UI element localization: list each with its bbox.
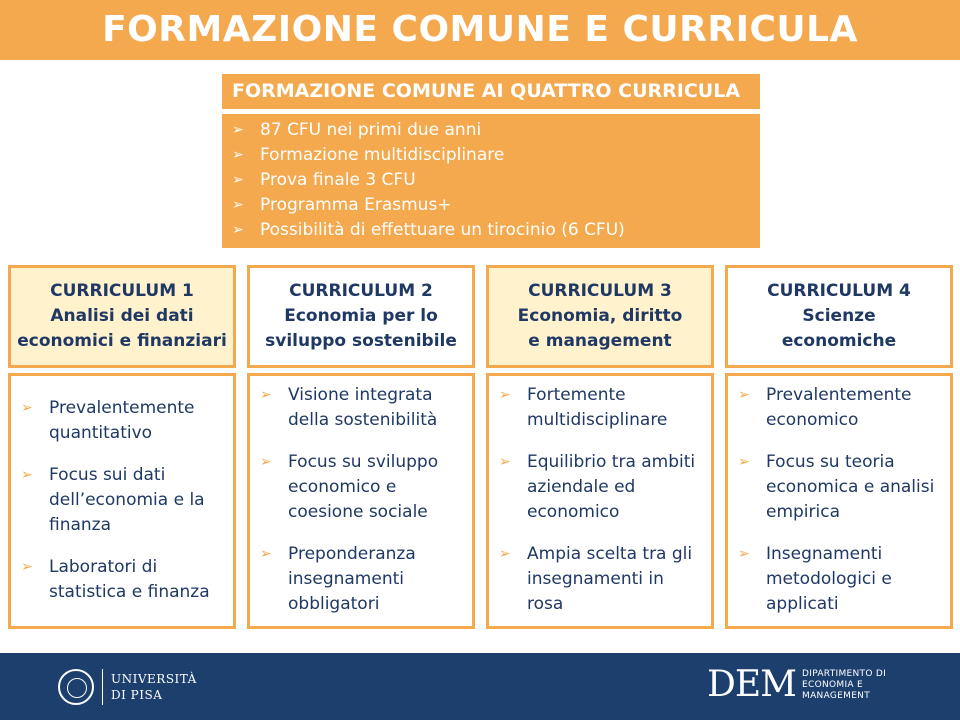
curriculum-name: economici e finanziari: [17, 331, 227, 351]
arrowhead-bullet-icon: ➢: [232, 147, 244, 163]
curriculum-number: CURRICULUM 4: [767, 281, 911, 301]
arrowhead-bullet-icon: ➢: [232, 222, 244, 238]
university-name: UNIVERSITÀ DI PISA: [111, 672, 197, 702]
arrowhead-bullet-icon: ➢: [499, 454, 511, 470]
curriculum-bullet: ➢ Focus su teoria economica e analisi empirica: [738, 452, 935, 522]
arrowhead-bullet-icon: ➢: [738, 546, 750, 562]
footer-bar: [0, 653, 960, 720]
common-item: ➢ Possibilità di effettuare un tirocinio (6 CFU): [232, 218, 760, 243]
curriculum-number: CURRICULUM 3: [528, 281, 672, 301]
curriculum-number: CURRICULUM 2: [289, 281, 433, 301]
curriculum-bullet: ➢ Equilibrio tra ambiti aziendale ed economico: [499, 452, 696, 522]
curriculum-bullet: ➢ Laboratori di statistica e finanza: [21, 557, 210, 602]
arrowhead-bullet-icon: ➢: [21, 400, 33, 416]
arrowhead-bullet-icon: ➢: [738, 454, 750, 470]
curriculum-3-header: [486, 265, 714, 368]
curriculum-3-body: [486, 373, 714, 629]
curriculum-bullet: ➢ Preponderanza insegnamenti obbligatori: [260, 544, 416, 614]
arrowhead-bullet-icon: ➢: [232, 197, 244, 213]
arrowhead-bullet-icon: ➢: [21, 467, 33, 483]
curriculum-4-body: [725, 373, 953, 629]
arrowhead-bullet-icon: ➢: [499, 546, 511, 562]
common-training-heading: FORMAZIONE COMUNE AI QUATTRO CURRICULA: [222, 74, 760, 109]
common-item: ➢ Formazione multidisciplinare: [232, 143, 760, 168]
curriculum-2-header: [247, 265, 475, 368]
curriculum-bullet: ➢ Insegnamenti metodologici e applicati: [738, 544, 892, 614]
curriculum-bullet: ➢ Prevalentemente economico: [738, 385, 912, 430]
curriculum-name: Scienze: [802, 306, 876, 326]
page-title: FORMAZIONE COMUNE E CURRICULA: [0, 0, 960, 60]
curriculum-2-body: [247, 373, 475, 629]
curriculum-number: CURRICULUM 1: [50, 281, 194, 301]
arrowhead-bullet-icon: ➢: [260, 454, 272, 470]
curriculum-bullet: ➢ Fortemente multidisciplinare: [499, 385, 668, 430]
common-training-list: [222, 114, 760, 248]
arrowhead-bullet-icon: ➢: [260, 546, 272, 562]
university-logo: [58, 667, 197, 707]
arrowhead-bullet-icon: ➢: [260, 387, 272, 403]
common-item: ➢ 87 CFU nei primi due anni: [232, 118, 760, 143]
common-item: ➢ Prova finale 3 CFU: [232, 168, 760, 193]
curriculum-bullet: ➢ Focus sui dati dell’economia e la finanza: [21, 465, 205, 535]
curriculum-bullet: ➢ Focus su sviluppo economico e coesione sociale: [260, 452, 439, 522]
arrowhead-bullet-icon: ➢: [21, 559, 33, 575]
curriculum-bullet: ➢ Visione integrata della sostenibilità: [260, 385, 438, 430]
curriculum-bullet: ➢ Ampia scelta tra gli insegnamenti in rosa: [499, 544, 693, 614]
arrowhead-bullet-icon: ➢: [738, 387, 750, 403]
arrowhead-bullet-icon: ➢: [232, 122, 244, 138]
curriculum-name: sviluppo sostenibile: [265, 331, 457, 351]
curriculum-name: Analisi dei dati: [50, 306, 194, 326]
curriculum-name: e management: [528, 331, 672, 351]
university-seal-icon: [58, 669, 94, 705]
curriculum-1-body: [8, 373, 236, 629]
curriculum-name: Economia, diritto: [517, 306, 683, 326]
dem-wordmark: DEM: [707, 664, 797, 705]
curriculum-1-header: [8, 265, 236, 368]
curriculum-name: economiche: [781, 331, 897, 351]
common-item: ➢ Programma Erasmus+: [232, 193, 760, 218]
arrowhead-bullet-icon: ➢: [232, 172, 244, 188]
department-name: DIPARTIMENTO DI ECONOMIA E MANAGEMENT: [802, 668, 887, 701]
curriculum-bullet: ➢ Prevalentemente quantitativo: [21, 398, 195, 443]
logo-divider: [102, 669, 103, 705]
curriculum-4-header: [725, 265, 953, 368]
curriculum-name: Economia per lo: [284, 306, 438, 326]
department-logo: [707, 665, 886, 705]
arrowhead-bullet-icon: ➢: [499, 387, 511, 403]
